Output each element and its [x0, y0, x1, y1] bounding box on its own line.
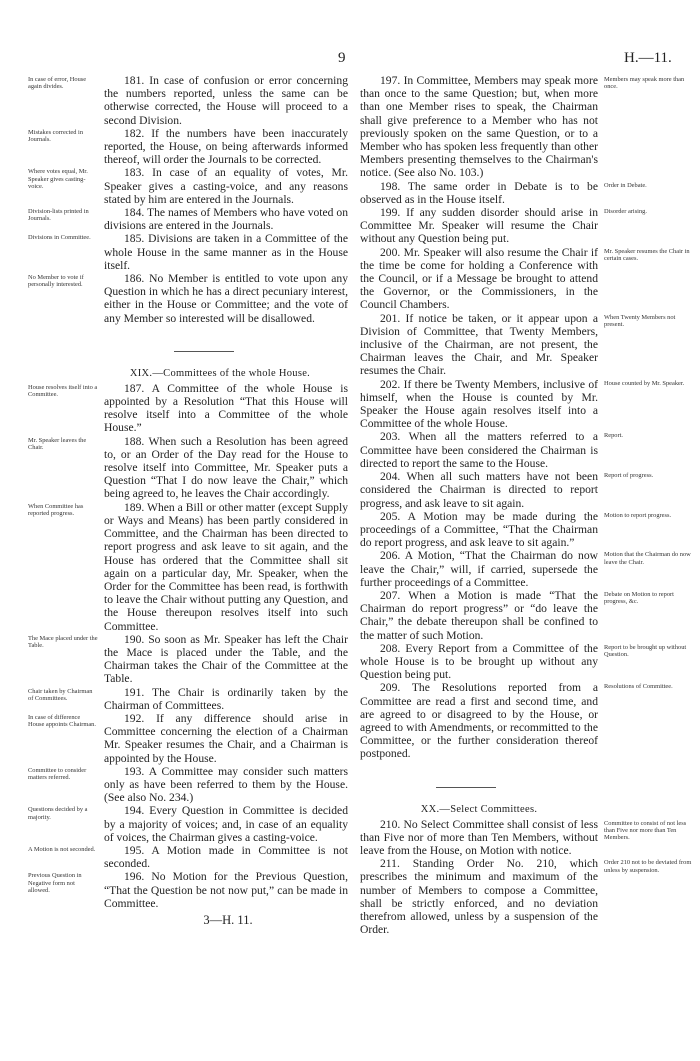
order-text: 190. So soon as Mr. Speaker has left the Chair the Mace is placed under the Table, and the Chairman takes the Chair of the Committee at the Table. — [104, 632, 348, 686]
standing-order-item — [28, 127, 348, 167]
order-text: 209. The Resolutions reported from a Committee are read a first and second time, and are agreed to or disagreed to by the House, or agreed to with Amendments, or recommitted to the Committee, or the further consideration thereof postponed. — [360, 681, 598, 761]
order-text: 196. No Motion for the Previous Question, “That the Question be not now put,” can be made in Committee. — [104, 870, 348, 910]
margin-note: When Committee has reported progress. — [28, 502, 84, 518]
page-footer-signature: 3—H. 11. — [203, 912, 253, 927]
standing-order-item — [28, 712, 348, 765]
margin-note: Mistakes corrected in Journals. — [28, 128, 84, 144]
standing-order-item — [360, 206, 692, 246]
margin-note: Mr. Speaker resumes the Chair in certain cases. — [604, 247, 690, 263]
order-text: 192. If any difference should arise in Committee concerning the election of a Chairman Mr. Speaker resumes the Chair, and a Chairman is appointed by the House. — [104, 711, 348, 765]
right-items-group-2 — [360, 818, 692, 937]
margin-note: Chair taken by Chairman of Committees. — [28, 687, 93, 702]
page-number: 9 — [338, 50, 346, 66]
margin-note: No Member to vote if personally interested. — [28, 274, 84, 289]
order-text: 199. If any sudden disorder should arise in Committee Mr. Speaker will resume the Chair without any Question being put. — [360, 206, 598, 246]
margin-note: Motion to report progress. — [604, 511, 672, 519]
margin-note: Previous Question in Negative form not allowed. — [28, 872, 82, 895]
order-text: 207. When a Motion is made “That the Chairman do report progress” or “do leave the Chair,” the debate thereupon shall be confined to the matter of such Motion. — [360, 588, 598, 642]
order-text: 211. Standing Order No. 210, which prescribes the minimum and maximum of the number of Members to compose a Committee, shall be strictly enforced, and no deviation therefrom allowed, unless by a suspension of the Order. — [360, 857, 598, 937]
margin-note: House counted by Mr. Speaker. — [604, 379, 685, 387]
order-text: 204. When all such matters have not been considered the Chairman is directed to report progress, and ask leave to sit again. — [360, 470, 598, 510]
order-text: 186. No Member is entitled to vote upon any Question in which he has a direct pecuniary interest, either in the House or Committee; and the vote of any Member so interested will be disallowed. — [104, 272, 348, 325]
standing-order-item — [360, 589, 692, 642]
order-text: 181. In case of confusion or error concerning the numbers reported, unless the same can be otherwise corrected, the House will proceed to a second Division. — [104, 74, 348, 127]
margin-note: Resolutions of Committee. — [604, 683, 673, 691]
order-text: 187. A Committee of the whole House is appointed by a Resolution “That this House will resolve itself into a Committee of the whole House.” — [104, 381, 348, 435]
left-items-group-2 — [28, 382, 348, 910]
standing-order-item — [28, 804, 348, 844]
standing-order-item — [360, 818, 692, 858]
order-text: 206. A Motion, “That the Chairman do now leave the Chair,” will, if carried, supersede the further proceedings of a Committee. — [360, 549, 598, 589]
order-text: 194. Every Question in Committee is decided by a majority of voices; and, in case of an equality of voices, the Chairman gives a casting-voice. — [104, 804, 348, 844]
standing-order-item — [28, 382, 348, 435]
order-text: 205. A Motion may be made during the proceedings of a Committee, “That the Chairman do report progress, and ask leave to sit again.” — [360, 509, 598, 550]
margin-note: Report. — [604, 432, 623, 440]
standing-order-item — [28, 232, 348, 272]
margin-note: Motion that the Chairman do now leave the Chair. — [604, 551, 691, 566]
margin-note: Divisions in Committee. — [28, 234, 91, 242]
standing-order-item — [360, 681, 692, 760]
standing-order-item — [28, 435, 348, 501]
margin-note: Committee to consider matters referred. — [28, 766, 87, 782]
order-text: 184. The names of Members who have voted on divisions are entered in the Journals. — [104, 206, 348, 233]
standing-order-item — [360, 430, 692, 470]
order-text: 208. Every Report from a Committee of the whole House is to be brought up without any Question being put. — [360, 641, 598, 682]
margin-note: Division-lists printed in Journals. — [28, 208, 89, 223]
document-reference: H.—11. — [624, 50, 672, 66]
section-heading-xx: XX.—Select Committees. — [420, 803, 538, 815]
standing-order-item — [360, 246, 692, 312]
standing-order-item — [360, 510, 692, 550]
order-text: 183. In case of an equality of votes, Mr. Speaker gives a casting-voice, and any reasons stated by him are entered in the Journals. — [104, 166, 348, 206]
standing-order-item — [360, 642, 692, 682]
standing-order-item — [28, 765, 348, 805]
standing-order-item — [28, 501, 348, 633]
margin-note: In case of difference House appoints Chairman. — [28, 713, 96, 729]
margin-note: House resolves itself into a Committee. — [28, 383, 98, 399]
standing-order-item — [28, 686, 348, 712]
order-text: 188. When such a Resolution has been agreed to, or an Order of the Day read for the House to resolve itself into Committee, Mr. Speaker puts a Question “That I do now leave the Chair,” which being agreed to, he leaves the Chair accordingly. — [104, 434, 348, 501]
standing-order-item — [28, 272, 348, 325]
margin-note: When Twenty Members not present. — [604, 313, 676, 329]
margin-note: The Mace placed under the Table. — [28, 634, 98, 650]
margin-note: Order 210 not to be deviated from unless by suspension. — [604, 859, 692, 874]
margin-note: Order in Debate. — [604, 181, 647, 189]
standing-order-item — [28, 870, 348, 910]
standing-order-item — [28, 844, 348, 870]
standing-order-item — [360, 549, 692, 589]
standing-order-item — [360, 74, 692, 180]
right-column — [360, 74, 692, 936]
margin-note: A Motion is not seconded. — [28, 845, 96, 853]
order-text: 197. In Committee, Members may speak more than once to the same Question; but, when more than one Member rises to speak, the Chairman shall give preference to a Member who has not previously spoken on the same Question, or to a Member who has spoken less frequently than other Members presenting themselves to the Chairman's notice. (See also No. 103.) — [360, 74, 598, 180]
order-text: 201. If notice be taken, or it appear upon a Division of Committee, that Twenty Members, inclusive of the Chairman, are not present, the Chairman leaves the Chair, and Mr. Speaker resumes the Chair. — [360, 311, 598, 378]
order-text: 189. When a Bill or other matter (except Supply or Ways and Means) has been partly considered in Committee, and the Chairman has been directed to report progress and ask leave to sit again, and the House has ordered that the Committee shall sit again on a particular day, Mr. Speaker, when the Order for the Committee has been read, is forthwith to leave the Chair without putting any Question, and the House thereupon resolves itself into such Committee. — [104, 500, 348, 633]
standing-order-item — [360, 180, 692, 206]
margin-note: Members may speak more than once. — [604, 76, 685, 91]
margin-note: Mr. Speaker leaves the Chair. — [28, 436, 87, 452]
left-items-group-1 — [28, 74, 348, 325]
order-text: 203. When all the matters referred to a Committee have been considered the Chairman is directed to report the same to the House. — [360, 430, 598, 470]
margin-note: Debate on Motion to report progress, &c. — [604, 590, 674, 606]
order-text: 182. If the numbers have been inaccurately reported, the House, on being afterwards informed thereof, will order the Journals to be corrected. — [104, 126, 348, 167]
margin-note: Report of progress. — [604, 472, 654, 480]
margin-note: Report to be brought up without Question. — [604, 643, 687, 659]
section-heading-xix: XIX.—Committees of the whole House. — [129, 367, 311, 379]
order-text: 193. A Committee may consider such matters only as have been referred to them by the House. (See also No. 234.) — [104, 764, 348, 805]
left-column — [28, 74, 348, 928]
order-text: 200. Mr. Speaker will also resume the Chair if the time be come for holding a Conference with the Council, or if a Message be brought to attend the Governor, or the Commissioners, in the Council Chambers. — [360, 245, 598, 312]
order-text: 195. A Motion made in Committee is not seconded. — [104, 843, 348, 871]
standing-order-item — [28, 166, 348, 206]
order-text: 198. The same order in Debate is to be observed as in the House itself. — [360, 179, 598, 206]
order-text: 191. The Chair is ordinarily taken by the Chairman of Committees. — [104, 685, 348, 712]
standing-order-item — [360, 312, 692, 378]
right-items-group-1 — [360, 74, 692, 761]
margin-note: Where votes equal, Mr. Speaker gives casting-voice. — [28, 168, 88, 191]
standing-order-item — [360, 470, 692, 510]
margin-note: In case of error, House again divides. — [28, 76, 87, 91]
margin-note: Disorder arising. — [604, 208, 647, 216]
standing-order-item — [28, 633, 348, 686]
margin-note: Committee to consist of not less than Five nor more than Ten Members. — [604, 819, 687, 842]
standing-order-item — [360, 378, 692, 431]
order-text: 210. No Select Committee shall consist of less than Five nor of more than Ten Members, without leave from the House, on Motion with notice. — [360, 817, 598, 857]
section-divider — [436, 787, 496, 788]
margin-note: Questions decided by a majority. — [28, 806, 88, 821]
standing-order-item — [360, 857, 692, 936]
order-text: 202. If there be Twenty Members, inclusive of himself, when the House is counted by Mr. Speaker the House again resolves itself into a Committee of the whole House. — [360, 377, 598, 431]
standing-order-item — [28, 206, 348, 232]
order-text: 185. Divisions are taken in a Committee of the whole House in the same manner as in the House itself. — [104, 232, 348, 272]
standing-order-item — [28, 74, 348, 127]
section-divider — [174, 351, 234, 352]
